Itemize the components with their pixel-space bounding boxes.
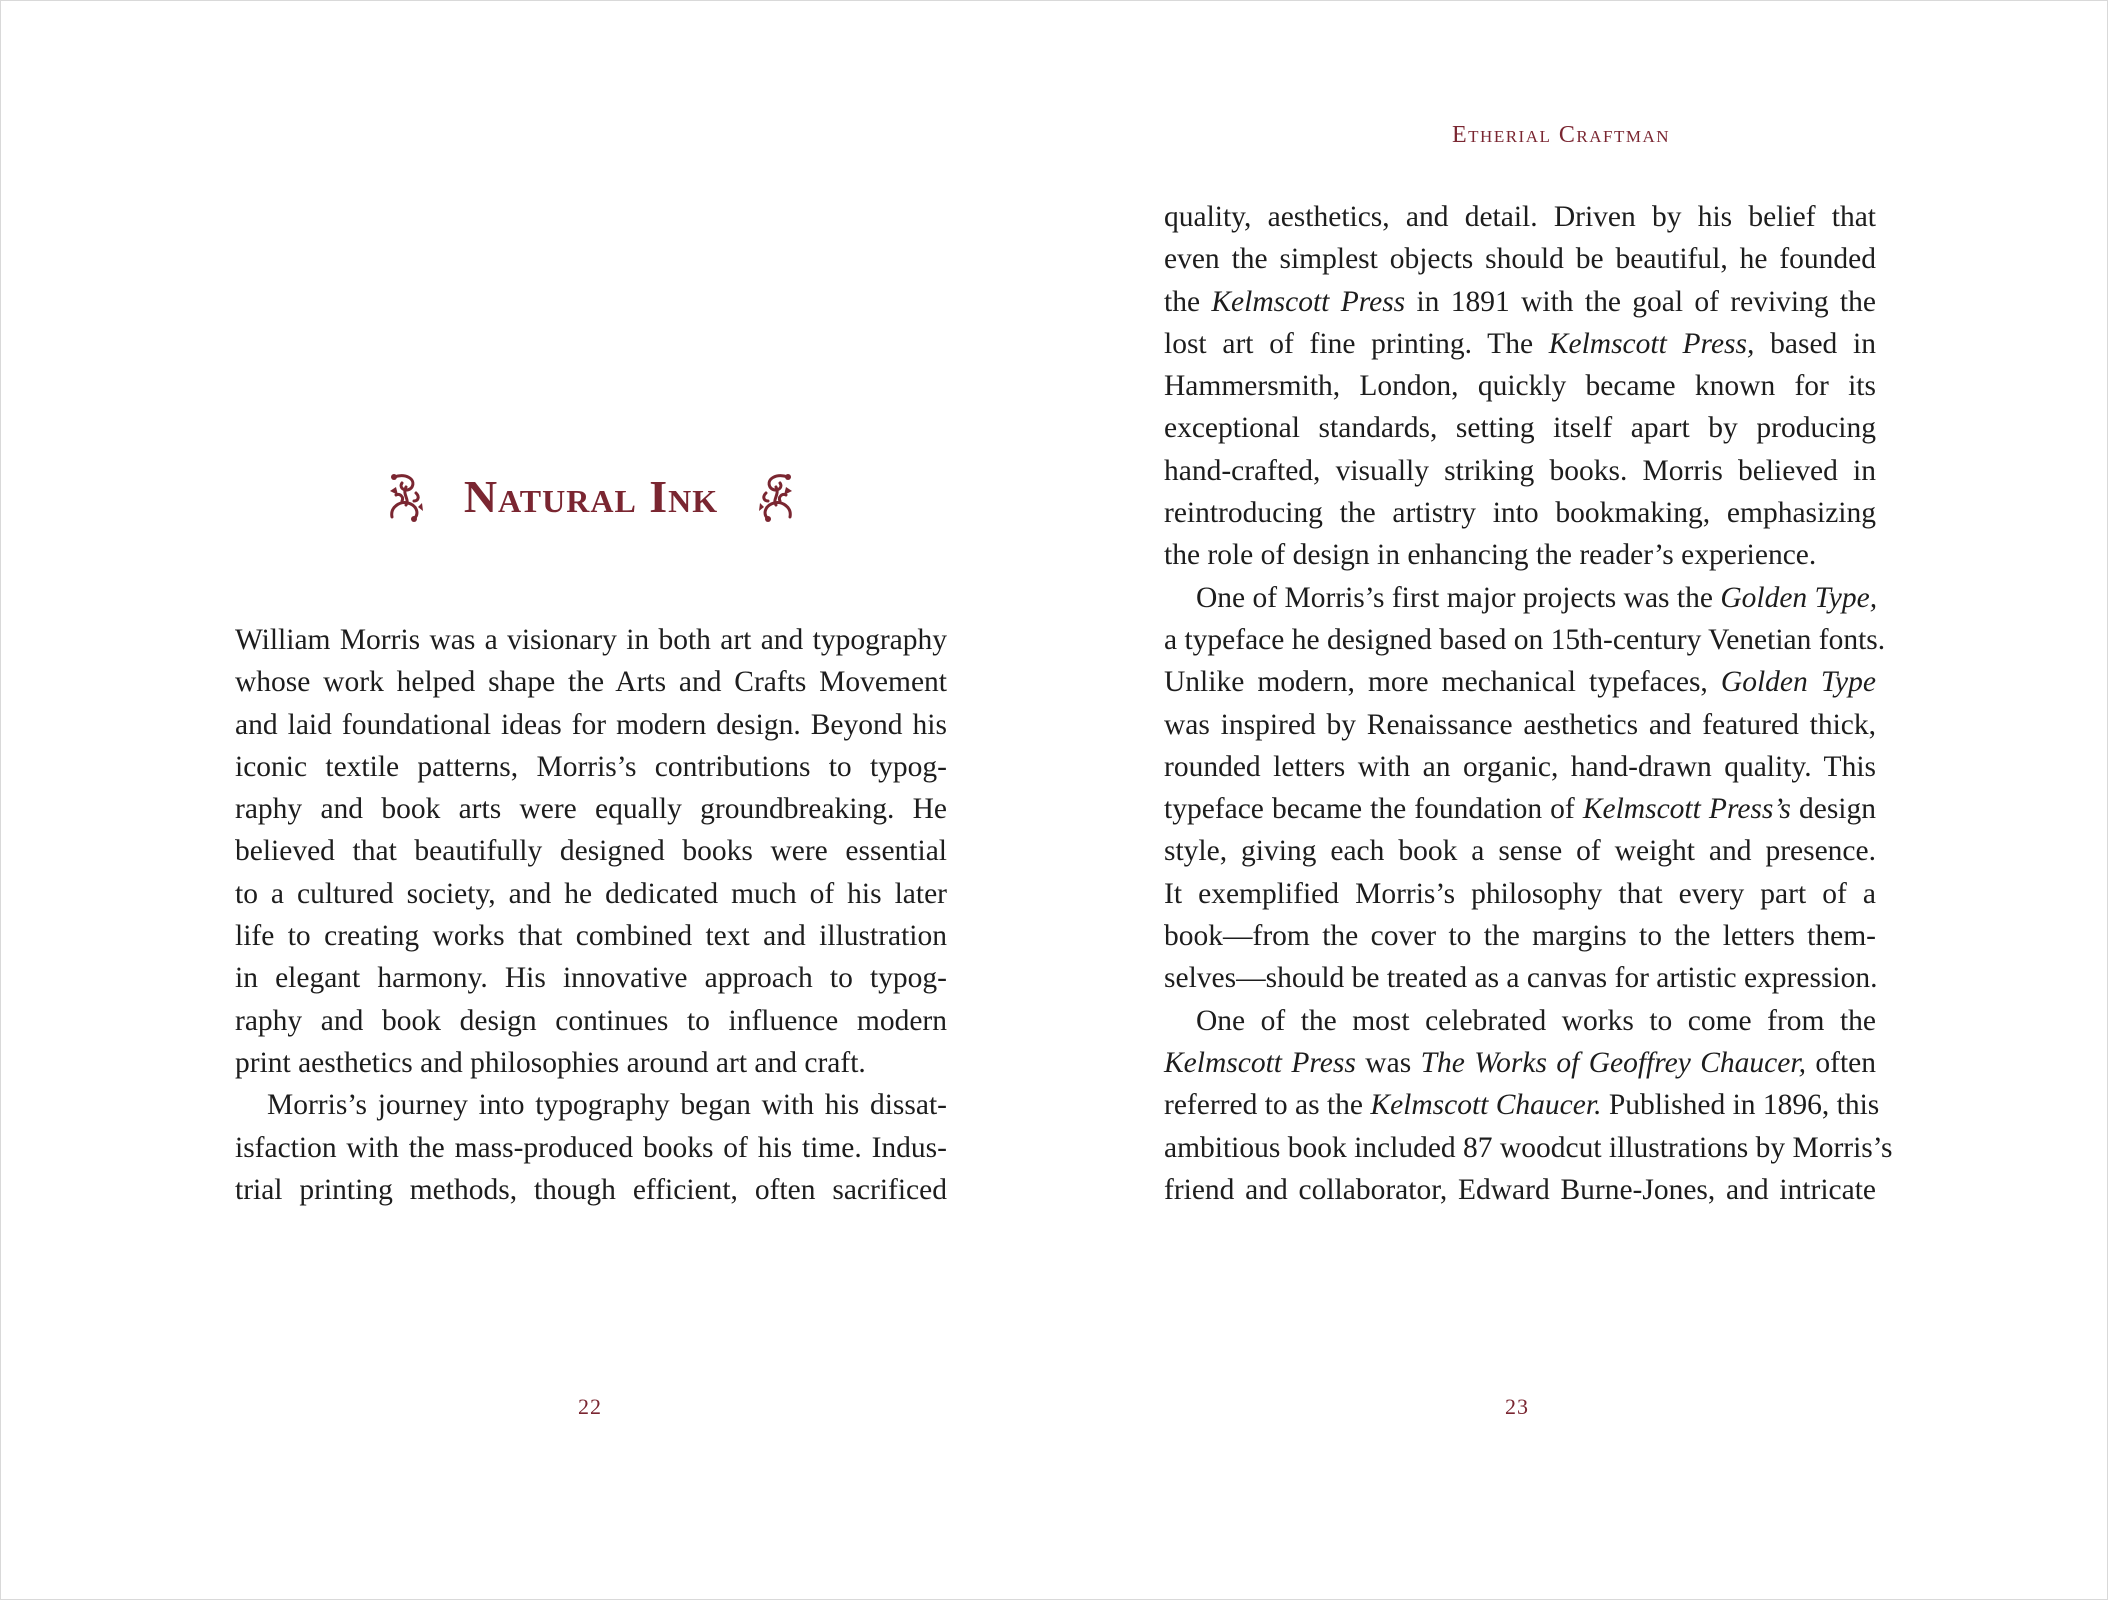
- left-paragraph-2: [235, 1084, 947, 1211]
- text-line: believed that beautifully designed books were essential: [235, 835, 947, 868]
- page-number-left: 22: [578, 1394, 602, 1419]
- right-paragraph-2: [1164, 577, 1886, 1000]
- text-run: One of Morris’s first major projects was the: [1196, 581, 1721, 614]
- left-paragraph-1: [235, 619, 947, 1084]
- right-body-text: [1164, 196, 1893, 1211]
- text-line: quality, aesthetics, and detail. Driven by his belief that: [1164, 201, 1876, 233]
- text-line: selves—should be treated as a canvas for artistic expression.: [1164, 962, 1878, 995]
- text-run: lost art of fine printing. The: [1164, 327, 1549, 360]
- italic-title: Kelmscott Press,: [1548, 327, 1755, 360]
- text-line: raphy and book design continues to influence modern: [235, 1004, 947, 1037]
- chapter-title: Natural Ink: [463, 471, 719, 522]
- text-line: [1164, 1084, 1880, 1126]
- text-line: raphy and book arts were equally groundbreaking. He: [235, 793, 947, 826]
- text-line: rounded letters with an organic, hand-drawn quality. This: [1164, 750, 1876, 783]
- chapter-heading: [1, 471, 1181, 523]
- text-line: to a cultured society, and he dedicated much of his later: [235, 877, 947, 910]
- text-line: isfaction with the mass-produced books of his time. Indus-: [235, 1131, 947, 1164]
- text-line: reintroducing the artistry into bookmaking, emphasizing: [1164, 497, 1876, 530]
- right-paragraph-3: [1164, 1000, 1893, 1211]
- italic-title: Kelmscott Chaucer.: [1370, 1089, 1602, 1122]
- text-run: design: [1790, 793, 1876, 826]
- italic-title: The Works of Geoffrey Chaucer,: [1420, 1046, 1806, 1079]
- text-line: exceptional standards, setting itself apart by producing: [1164, 412, 1876, 445]
- page-number-right: 23: [1505, 1394, 1529, 1419]
- text-line: trial printing methods, though efficient, often sacrificed: [235, 1173, 947, 1206]
- text-line: the role of design in enhancing the reader’s experience.: [1164, 539, 1817, 572]
- italic-title: Golden Type: [1720, 666, 1876, 699]
- text-line: iconic textile patterns, Morris’s contributions to typog-: [235, 750, 947, 783]
- text-line: [1164, 788, 1876, 830]
- text-line: ambitious book included 87 woodcut illustrations by Morris’s: [1164, 1131, 1893, 1164]
- text-line: and laid foundational ideas for modern design. Beyond his: [235, 708, 947, 741]
- text-line: [1164, 1042, 1876, 1084]
- text-line: [1164, 661, 1876, 703]
- text-line: life to creating works that combined text and illustration: [235, 920, 947, 953]
- text-line: book—from the cover to the margins to the letters them-: [1164, 920, 1876, 953]
- text-run: Published in 1896, this: [1601, 1089, 1880, 1122]
- text-run: typeface became the foundation of: [1164, 793, 1583, 826]
- italic-title: Kelmscott Press’s: [1582, 793, 1791, 826]
- text-run: the: [1164, 285, 1212, 318]
- text-run: often: [1805, 1046, 1876, 1079]
- text-run: Unlike modern, more mechanical typefaces,: [1164, 666, 1721, 699]
- italic-title: Kelmscott Press: [1164, 1046, 1356, 1079]
- text-run: referred to as the: [1164, 1089, 1371, 1122]
- text-line: One of the most celebrated works to come from the: [1196, 1004, 1876, 1037]
- text-line: whose work helped shape the Arts and Crafts Movement: [235, 666, 947, 699]
- text-line: print aesthetics and philosophies around art and craft.: [235, 1046, 866, 1079]
- floral-ornament-icon: [756, 471, 796, 523]
- text-line: in elegant harmony. His innovative approach to typog-: [235, 962, 947, 995]
- text-line: a typeface he designed based on 15th-century Venetian fonts.: [1164, 623, 1886, 656]
- running-head: Etherial Craftman: [1452, 122, 1670, 148]
- text-run: in 1891 with the goal of reviving the: [1405, 285, 1876, 318]
- floral-ornament-icon: [386, 471, 426, 523]
- italic-title: Kelmscott Press: [1211, 285, 1406, 318]
- text-line: [1164, 323, 1876, 365]
- left-body-text: [235, 619, 947, 1211]
- text-run: based in: [1754, 327, 1876, 360]
- right-paragraph-1: [1164, 196, 1876, 577]
- text-line: was inspired by Renaissance aesthetics and featured thick,: [1164, 708, 1876, 741]
- text-line: even the simplest objects should be beautiful, he founded: [1164, 243, 1876, 276]
- text-line: Morris’s journey into typography began with his dissat-: [267, 1089, 947, 1122]
- text-line: friend and collaborator, Edward Burne-Jones, and intricate: [1164, 1173, 1876, 1206]
- text-line: William Morris was a visionary in both art and typography: [235, 624, 947, 656]
- text-line: [1164, 577, 1876, 619]
- text-line: hand-crafted, visually striking books. Morris believed in: [1164, 454, 1876, 487]
- text-line: It exemplified Morris’s philosophy that every part of a: [1164, 877, 1876, 910]
- text-line: Hammersmith, London, quickly became known for its: [1164, 370, 1876, 403]
- text-line: style, giving each book a sense of weight and presence.: [1164, 835, 1876, 868]
- text-line: [1164, 281, 1876, 323]
- italic-title: Golden Type,: [1720, 581, 1878, 614]
- text-run: was: [1355, 1046, 1421, 1079]
